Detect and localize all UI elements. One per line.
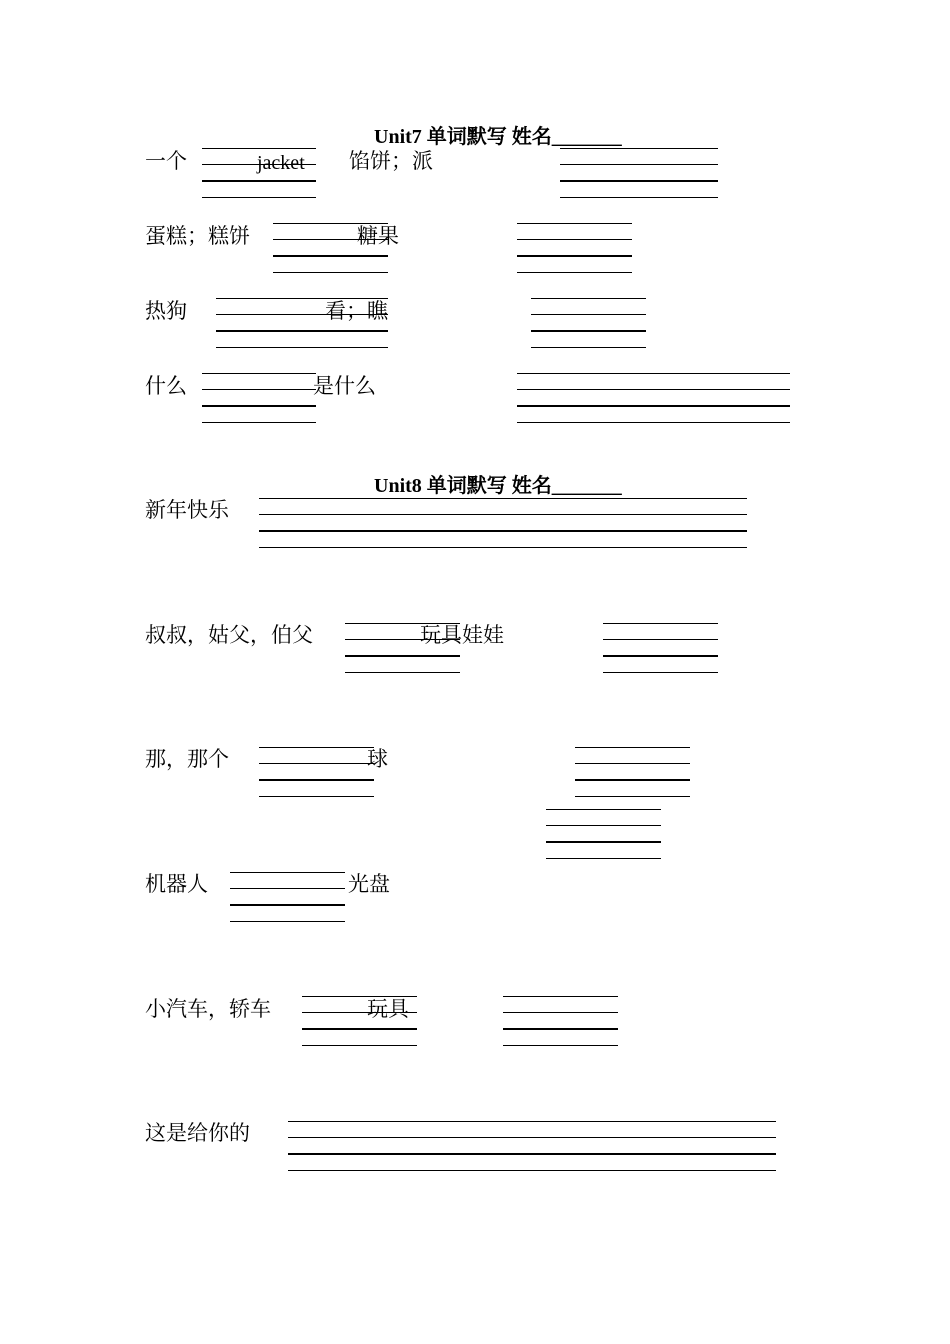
writing-lines[interactable] — [259, 498, 747, 566]
label-hotdog: 热狗 — [145, 299, 187, 323]
unit7-title: Unit7 单词默写 姓名_______ — [374, 126, 622, 148]
label-look: 看；瞧 — [325, 299, 388, 323]
writing-lines[interactable] — [288, 1121, 776, 1189]
label-that: 那，那个 — [145, 747, 229, 771]
writing-lines[interactable] — [603, 623, 718, 691]
label-happy-new-year: 新年快乐 — [145, 498, 229, 522]
label-cd: 光盘 — [348, 872, 390, 896]
label-pie: 馅饼；派 — [349, 149, 433, 173]
writing-lines[interactable] — [546, 809, 661, 877]
label-this-is-for-you: 这是给你的 — [145, 1121, 250, 1145]
label-what: 什么 — [145, 374, 187, 398]
writing-lines[interactable] — [517, 373, 790, 441]
label-whats: 是什么 — [313, 374, 376, 398]
writing-lines[interactable] — [531, 298, 646, 366]
label-doll: 玩具娃娃 — [420, 623, 504, 647]
writing-lines[interactable] — [560, 148, 718, 216]
label-sweet: 糖果 — [357, 224, 399, 248]
label-robot: 机器人 — [145, 872, 208, 896]
writing-lines[interactable] — [517, 223, 632, 291]
label-ball: 球 — [367, 747, 388, 771]
label-cake: 蛋糕；糕饼 — [145, 224, 250, 248]
writing-lines[interactable] — [259, 747, 374, 815]
writing-lines[interactable] — [202, 373, 316, 441]
writing-lines[interactable] — [503, 996, 618, 1064]
writing-lines[interactable] — [575, 747, 690, 815]
label-jacket: jacket — [257, 152, 305, 174]
label-car: 小汽车，轿车 — [145, 997, 271, 1021]
writing-lines[interactable] — [230, 872, 345, 940]
label-a: 一个 — [145, 149, 187, 173]
label-toy: 玩具 — [367, 997, 409, 1021]
unit8-title: Unit8 单词默写 姓名_______ — [374, 475, 622, 497]
label-uncle: 叔叔，姑父，伯父 — [145, 623, 313, 647]
